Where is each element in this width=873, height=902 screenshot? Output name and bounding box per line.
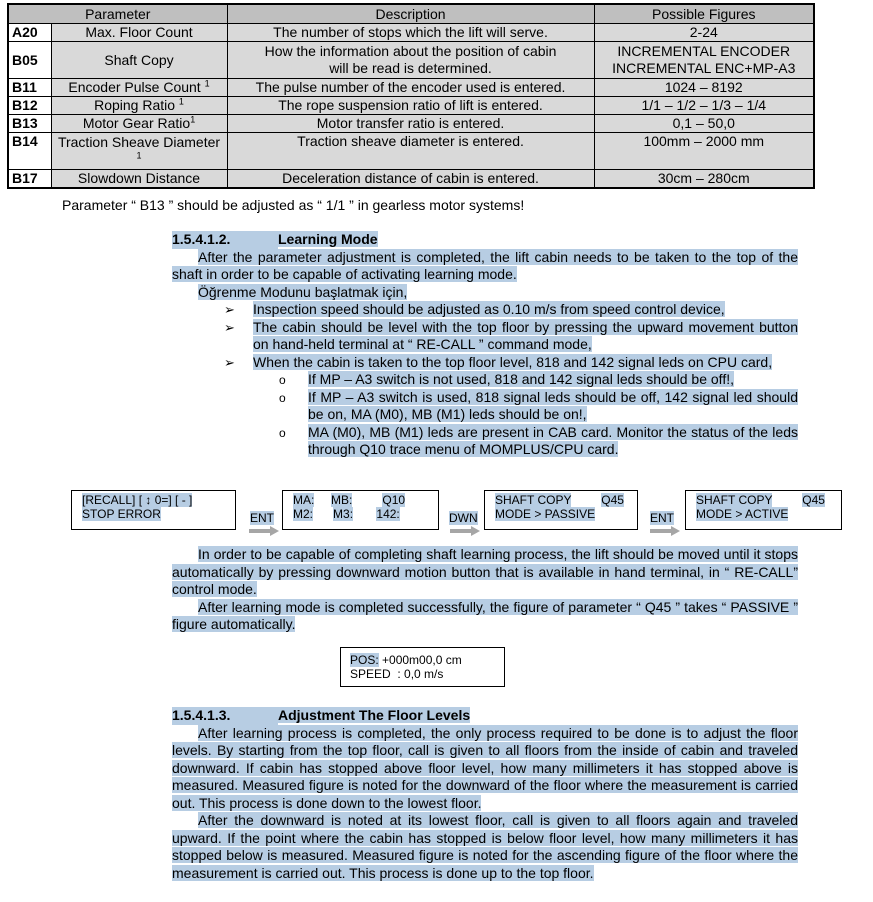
paragraph-text: After learning process is completed, the only process required to be done is to adjust the floor levels. By starting from the top floor, call is given to all floors from the inside of cabin and traveled downward. If cabin has stopped above floor level, how many millimeters it has stopped above is measured. Measured figure is noted for the downward of the floor where the measurement is carried out. This process is done down to the lowest floor. bbox=[172, 724, 798, 811]
param-name-cell bbox=[51, 97, 227, 115]
param-code: B17 bbox=[8, 170, 51, 189]
footnote-mark: 1 bbox=[136, 150, 142, 161]
list-item bbox=[172, 319, 798, 354]
paragraph-text: In order to be capable of completing shaft learning process, the lift should be moved until it stops automatically by pressing downward motion button that is available in hand terminal, in “ RE-CALL” control mode. bbox=[172, 546, 798, 597]
paragraph bbox=[172, 725, 798, 813]
list-item-text: Inspection speed should be adjusted as 0.10 m/s from speed control device, bbox=[253, 301, 725, 317]
pos-value: +000m00,0 cm bbox=[378, 653, 462, 667]
pos-label: POS: bbox=[350, 653, 379, 667]
param-description: The rope suspension ratio of lift is entered. bbox=[227, 97, 594, 115]
paragraph-text: After learning mode is completed successfully, the figure of parameter “ Q45 ” takes “ PASSIVE ” figure automatically. bbox=[172, 598, 798, 632]
param-code-q45: Q45 bbox=[601, 493, 624, 507]
circle-bullet-icon: o bbox=[279, 425, 286, 440]
param-code: B13 bbox=[8, 115, 51, 133]
paragraph bbox=[172, 249, 798, 284]
section-number: 1.5.4.1.2. bbox=[172, 231, 278, 249]
table-row bbox=[8, 42, 814, 79]
param-code: B05 bbox=[8, 42, 51, 79]
param-description: The number of stops which the lift will serve. bbox=[227, 24, 594, 42]
table-row bbox=[8, 115, 814, 133]
mode-active: MODE > ACTIVE bbox=[696, 507, 789, 521]
shaft-copy-title: SHAFT COPY bbox=[696, 493, 773, 507]
table-row bbox=[8, 79, 814, 97]
table-row bbox=[8, 133, 814, 170]
param-figures: 2-24 bbox=[594, 24, 814, 42]
param-name-cell bbox=[51, 115, 227, 133]
param-name: Traction Sheave Diameter bbox=[57, 134, 221, 150]
mode-passive: MODE > PASSIVE bbox=[495, 507, 596, 521]
section-number: 1.5.4.1.3. bbox=[172, 707, 278, 725]
param-code: B14 bbox=[8, 133, 51, 170]
list-item bbox=[172, 301, 798, 319]
param-figures: INCREMENTAL ENCODER INCREMENTAL ENC+MP-A3 bbox=[594, 42, 814, 79]
header-parameter: Parameter bbox=[8, 4, 227, 24]
header-possible-figures: Possible Figures bbox=[594, 4, 814, 24]
section-heading bbox=[172, 231, 798, 249]
q10-label: Q10 bbox=[382, 493, 406, 507]
sub-list-item bbox=[172, 424, 798, 459]
param-name-cell bbox=[51, 79, 227, 97]
intro-text: Öğrenme Modunu başlatmak için, bbox=[198, 283, 408, 300]
param-name: Encoder Pulse Count bbox=[68, 79, 201, 95]
footnote-mark: 1 bbox=[204, 78, 210, 89]
ent-key-label: ENT bbox=[250, 511, 274, 525]
learning-mode-section bbox=[172, 231, 798, 459]
param-name: Roping Ratio bbox=[94, 97, 176, 113]
paragraph bbox=[172, 546, 798, 599]
led-142-label: 142: bbox=[376, 507, 400, 521]
param-description: Motor transfer ratio is entered. bbox=[227, 115, 594, 133]
sub-list-item-text: If MP – A3 switch is not used, 818 and 142 signal leds should be off!, bbox=[308, 371, 734, 387]
paragraph bbox=[172, 812, 798, 882]
param-name: Shaft Copy bbox=[51, 42, 227, 79]
recall-line2: STOP ERROR bbox=[82, 507, 161, 521]
speed-readout: SPEED : 0,0 m/s bbox=[350, 667, 444, 681]
sub-list-item bbox=[172, 389, 798, 424]
m3-label: M3: bbox=[333, 507, 354, 521]
footnote-mark: 1 bbox=[178, 96, 184, 107]
header-description: Description bbox=[227, 4, 594, 24]
shaft-copy-passive-box bbox=[484, 490, 638, 530]
param-code: B12 bbox=[8, 97, 51, 115]
paragraph-text: After the downward is noted at its lowest floor, call is given to all floors again and traveled upward. If the point where the cabin has stopped is below floor level, how many millimeters it has stopped below is measured. Measured figure is noted for the ascending figure of the floor where the measurement is carried out. This process is done up to the top floor. bbox=[172, 812, 798, 881]
param-figures: 1024 – 8192 bbox=[594, 79, 814, 97]
arrow-bullet-icon: ➢ bbox=[224, 319, 235, 335]
section-title: Learning Mode bbox=[278, 231, 378, 247]
sub-list-item-text: MA (M0), MB (M1) leds are present in CAB card. Monitor the status of the leds through Q10 trace menu of MOMPLUS/CPU card. bbox=[308, 423, 798, 457]
learning-paragraphs bbox=[172, 546, 798, 634]
param-description: How the information about the position of cabin will be read is determined. bbox=[227, 42, 594, 79]
list-item-text: The cabin should be level with the top floor by pressing the upward movement button on hand-held terminal at “ RE-CALL ” command mode, bbox=[253, 318, 798, 352]
arrow-bullet-icon: ➢ bbox=[224, 354, 235, 370]
arrow-bullet-icon: ➢ bbox=[224, 302, 235, 317]
list-item-text: When the cabin is taken to the top floor level, 818 and 142 signal leds on CPU card, bbox=[253, 353, 773, 370]
paragraph-text: After the parameter adjustment is completed, the lift cabin needs to be taken to the top of the shaft in order to be capable of activating learning mode. bbox=[172, 248, 798, 282]
circle-bullet-icon: o bbox=[279, 373, 286, 387]
param-figures: 1/1 – 1/2 – 1/3 – 1/4 bbox=[594, 97, 814, 115]
mb-label: MB: bbox=[331, 493, 353, 507]
table-row bbox=[8, 97, 814, 115]
table-header-row bbox=[8, 4, 814, 24]
q10-trace-screen-box bbox=[282, 490, 439, 530]
position-readout-box bbox=[340, 647, 505, 687]
floor-levels-section bbox=[172, 707, 798, 882]
shaft-copy-title: SHAFT COPY bbox=[495, 493, 572, 507]
param-name: Slowdown Distance bbox=[51, 170, 227, 189]
param-figures: 100mm – 2000 mm bbox=[594, 133, 814, 170]
m2-label: M2: bbox=[293, 507, 314, 521]
list-item bbox=[172, 354, 798, 372]
section-heading bbox=[172, 707, 798, 725]
sub-list-item bbox=[172, 371, 798, 389]
param-name: Max. Floor Count bbox=[51, 24, 227, 42]
param-code: B11 bbox=[8, 79, 51, 97]
param-figures: 30cm – 280cm bbox=[594, 170, 814, 189]
param-description: The pulse number of the encoder used is entered. bbox=[227, 79, 594, 97]
intro-line bbox=[172, 284, 798, 302]
table-row bbox=[8, 24, 814, 42]
paragraph bbox=[172, 599, 798, 634]
ent-key-label: ENT bbox=[650, 511, 674, 525]
param-figures: 0,1 – 50,0 bbox=[594, 115, 814, 133]
right-arrow-icon bbox=[650, 526, 680, 536]
recall-line1: [RECALL] [ ↕ 0=] [ - ] bbox=[82, 493, 193, 507]
parameter-table bbox=[7, 3, 815, 189]
param-description: Deceleration distance of cabin is entered. bbox=[227, 170, 594, 189]
param-description: Traction sheave diameter is entered. bbox=[227, 133, 594, 170]
param-code: A20 bbox=[8, 24, 51, 42]
ma-label: MA: bbox=[293, 493, 315, 507]
circle-bullet-icon: o bbox=[279, 390, 286, 405]
footnote-mark: 1 bbox=[190, 114, 196, 125]
param-name: Motor Gear Ratio bbox=[82, 115, 191, 131]
sub-list-item-text: If MP – A3 switch is used, 818 signal leds should be off, 142 signal led should be on, MA (M0), MB (M1) leds should be on!, bbox=[308, 388, 798, 422]
table-row bbox=[8, 170, 814, 189]
shaft-copy-active-box bbox=[685, 490, 842, 530]
param-code-q45: Q45 bbox=[802, 493, 825, 507]
recall-screen-box bbox=[71, 490, 236, 530]
param-name-cell bbox=[51, 133, 227, 170]
dwn-key-label: DWN bbox=[449, 511, 478, 525]
section-title: Adjustment The Floor Levels bbox=[278, 707, 471, 723]
right-arrow-icon bbox=[450, 526, 480, 536]
table-footnote: Parameter “ B13 ” should be adjusted as “ 1/1 ” in gearless motor systems! bbox=[62, 197, 525, 213]
right-arrow-icon bbox=[249, 526, 279, 536]
